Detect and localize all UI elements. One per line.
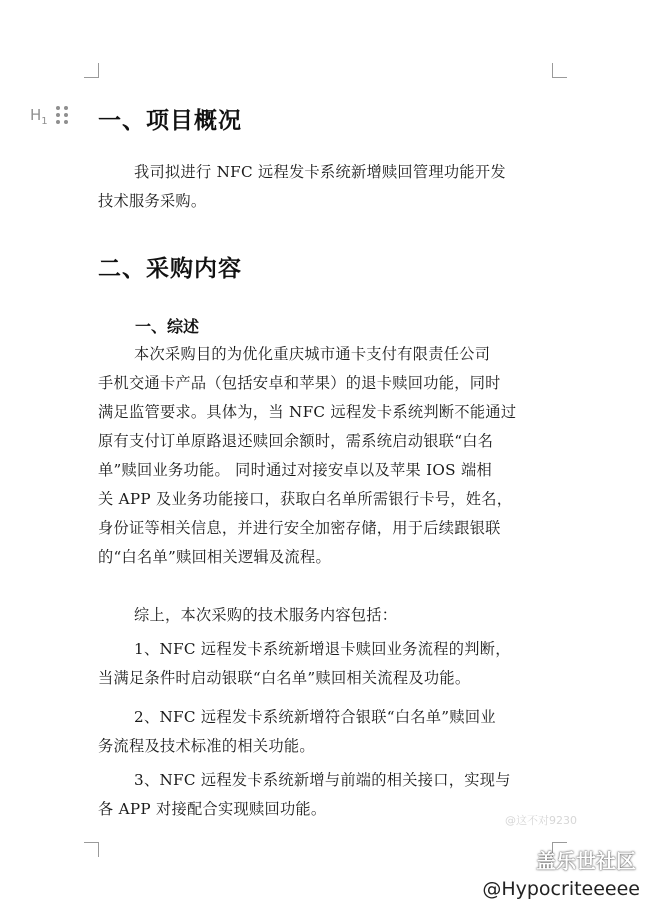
text-line: 原有支付订单原路退还赎回余额时，需系统启动银联“白名 <box>98 432 494 450</box>
text-line: 本次采购目的为优化重庆城市通卡支付有限责任公司 <box>134 345 491 363</box>
list-item-3[interactable] <box>98 766 558 824</box>
text-line: 综上，本次采购的技术服务内容包括： <box>134 606 398 624</box>
page-corner-top-right <box>552 63 567 78</box>
user-watermark: @Hypocriteeeee <box>482 878 640 900</box>
text-line: 2、NFC 远程发卡系统新增符合银联“白名单”赎回业 <box>134 708 496 726</box>
text-line: 的“白名单”赎回相关逻辑及流程。 <box>98 548 331 566</box>
conclusion-intro-paragraph[interactable] <box>98 601 558 630</box>
drag-handle-icon[interactable] <box>56 106 70 126</box>
subheading-summary[interactable]: 一、综述 <box>135 317 200 336</box>
text-line: 技术服务采购。 <box>98 192 207 210</box>
heading-project-overview[interactable]: 一、项目概况 <box>98 108 242 134</box>
text-line: 务流程及技术标准的相关功能。 <box>98 737 315 755</box>
text-line: 3、NFC 远程发卡系统新增与前端的相关接口，实现与 <box>134 771 511 789</box>
heading-level-badge[interactable] <box>30 106 48 127</box>
text-line: 各 APP 对接配合实现赎回功能。 <box>98 800 327 818</box>
text-line: 我司拟进行 NFC 远程发卡系统新增赎回管理功能开发 <box>134 163 506 181</box>
page-corner-top-left <box>84 63 99 78</box>
text-line: 1、NFC 远程发卡系统新增退卡赎回业务流程的判断， <box>134 640 511 658</box>
text-line: 关 APP 及业务功能接口，获取白名单所需银行卡号，姓名， <box>98 490 513 508</box>
heading-procurement-content[interactable]: 二、采购内容 <box>98 256 242 282</box>
text-line: 身份证等相关信息，并进行安全加密存储，用于后续跟银联 <box>98 519 501 537</box>
summary-paragraph[interactable] <box>98 340 558 572</box>
heading-badge-letter: H <box>30 106 42 124</box>
text-line: 当满足条件时启动银联“白名单”赎回相关流程及功能。 <box>98 669 471 687</box>
page-corner-bottom-left <box>84 842 99 857</box>
list-item-1[interactable] <box>98 635 558 693</box>
overview-paragraph[interactable] <box>98 158 558 216</box>
site-watermark: 盖乐世社区 <box>536 849 636 873</box>
text-line: 满足监管要求。具体为，当 NFC 远程发卡系统判断不能通过 <box>98 403 517 421</box>
heading-badge-level: 1 <box>41 116 48 127</box>
faint-watermark: @这不对9230 <box>505 814 577 827</box>
text-line: 单”赎回业务功能。 同时通过对接安卓以及苹果 IOS 端相 <box>98 461 492 479</box>
text-line: 手机交通卡产品（包括安卓和苹果）的退卡赎回功能，同时 <box>98 374 501 392</box>
list-item-2[interactable] <box>98 703 558 761</box>
